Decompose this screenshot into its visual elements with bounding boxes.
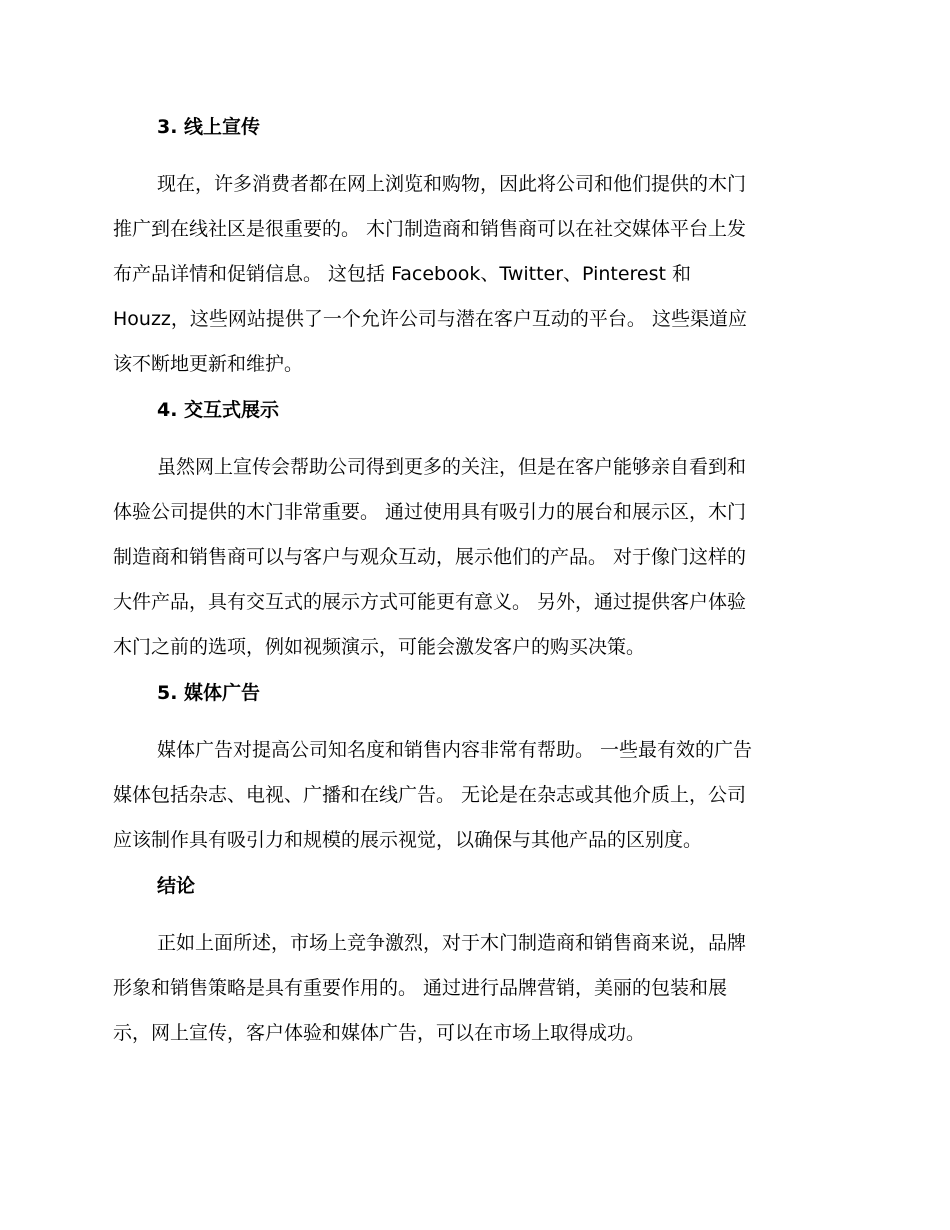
section-heading: 3. 线上宣传 (157, 116, 261, 138)
section-heading: 5. 媒体广告 (157, 682, 261, 704)
paragraph-line: 木门之前的选项，例如视频演示，可能会激发客户的购买决策。 (113, 636, 646, 658)
paragraph-line: 媒体包括杂志、电视、广播和在线广告。 无论是在杂志或其他介质上，公司 (113, 784, 747, 806)
paragraph-line: 制造商和销售商可以与客户与观众互动，展示他们的产品。 对于像门这样的 (113, 546, 747, 568)
paragraph-line: 布产品详情和促销信息。 这包括 Facebook、Twitter、Pinterest 和 (113, 263, 692, 285)
paragraph-line: 媒体广告对提高公司知名度和销售内容非常有帮助。 一些最有效的广告 (157, 739, 753, 761)
paragraph-line: 大件产品，具有交互式的展示方式可能更有意义。 另外，通过提供客户体验 (113, 591, 747, 613)
paragraph-line: 虽然网上宣传会帮助公司得到更多的关注，但是在客户能够亲自看到和 (157, 456, 747, 478)
section-conclusion (113, 871, 840, 1056)
section-heading: 4. 交互式展示 (157, 399, 280, 421)
section-interactive-display (113, 395, 840, 670)
section-paragraph (113, 445, 840, 670)
section-paragraph (113, 162, 840, 387)
paragraph-line: 正如上面所述，市场上竞争激烈，对于木门制造商和销售商来说，品牌 (157, 932, 747, 954)
paragraph-line: 示，网上宣传，客户体验和媒体广告，可以在市场上取得成功。 (113, 1022, 646, 1044)
paragraph-line: 形象和销售策略是具有重要作用的。 通过进行品牌营销，美丽的包装和展 (113, 977, 728, 999)
section-online-promotion (113, 112, 840, 387)
paragraph-line: Houzz，这些网站提供了一个允许公司与潜在客户互动的平台。 这些渠道应 (113, 308, 747, 330)
section-paragraph (113, 921, 840, 1056)
section-paragraph (113, 728, 840, 863)
section-media-advertising (113, 678, 840, 863)
paragraph-line: 推广到在线社区是很重要的。 木门制造商和销售商可以在社交媒体平台上发 (113, 218, 747, 240)
paragraph-line: 体验公司提供的木门非常重要。 通过使用具有吸引力的展台和展示区，木门 (113, 501, 747, 523)
section-heading: 结论 (157, 875, 196, 897)
paragraph-line: 现在，许多消费者都在网上浏览和购物，因此将公司和他们提供的木门 (157, 173, 747, 195)
paragraph-line: 该不断地更新和维护。 (113, 353, 304, 375)
paragraph-line: 应该制作具有吸引力和规模的展示视觉，以确保与其他产品的区别度。 (113, 829, 703, 851)
